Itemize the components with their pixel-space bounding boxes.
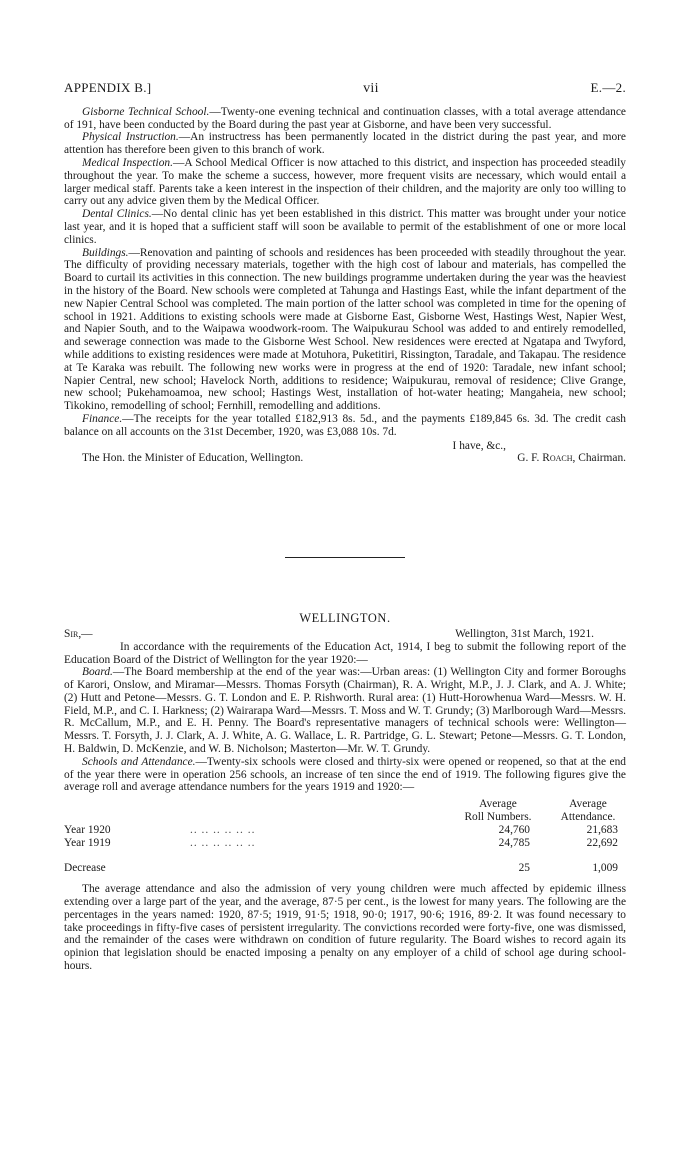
table-row [64, 824, 626, 837]
signature-block [64, 440, 626, 466]
attendance-table [64, 798, 626, 875]
total-attendance: 1,009 [592, 862, 618, 875]
heading-physical-instruction: Physical Instruction. [82, 131, 179, 144]
text-dental-clinics: —No dental clinic has yet been established in this district. This matter was brought under your notice last year, and it is hoped that a sufficient staff will soon be available to permit of the establishment of one or more local clinics. [64, 208, 626, 246]
heading-dental-clinics: Dental Clinics. [82, 208, 152, 221]
paragraph-closing: The average attendance and also the admission of very young children were much affected by epidemic illness extending over a large part of the year, and the average, 87·5 per cent., is the lowest for many years. The following are the percentages in the years named: 1920, 87·5; 1919, 91·5; 1918, 90·0; 1917, 90·6; 1916, 89·2. It was found necessary to take proceedings in fifty-five cases of persistent irregularity. The convictions recorded were forty-five, one was dismissed, and the remainder of the cases were withdrawn on condition of future regularity. The Board wishes to record again its opinion that legislation should be enacted imposing a penalty on any employer of a child of school age during school-hours. [64, 883, 626, 973]
table-total-row [64, 862, 626, 875]
column-header-attendance-line1: Average [569, 798, 607, 811]
heading-board: Board. [82, 666, 113, 679]
text-buildings: —Renovation and painting of schools and residences has been proceeded with steadily throughout the year. The difficulty of providing necessary materials, together with the high cost of labour and materials, has compelled the Board to curtail its activities in this connection. The new buildings programme undertaken during the year was the heaviest in the history of the Board. New schools were completed at Tahunga and Hastings East, while the infant department of the new Napier Central School was completed. The main portion of the latter school was completed in time for the opening of school in 1921. Additions to existing schools were made at Gisborne East, Gisborne West, Hastings West, Napier West, and Napier South, and to the Waipawa woodwork-room. The Waipukurau School was added to and entirely remodelled, and sewerage connection was made to the Gisborne West School. New residences were erected at Ngatapa and Twyford, while additions to existing residences were made at Motuhora, Puketitiri, Rissington, Taradale, and Takapau. The residence at Te Karaka was rebuilt. The following new works were in progress at the end of 1920: Taradale, new infant school; Napier Central, new school; Havelock North, additions to residence; Waipukurau, removal of residence; Clive Grange, new school; Pukehamoamoa, new school; Hastings West, installation of hot-water heating; Mangaheia, new school; Tikokino, remodelling of school; Fernhill, remodelling and additions. [64, 246, 626, 413]
column-header-roll-line1: Average [479, 798, 517, 811]
row-label: Year 1920 [64, 824, 111, 837]
paragraph-dental-clinics [64, 208, 626, 246]
signatory-surname: Roach [542, 452, 573, 465]
text-technical-school: —Twenty-one evening technical and continuation classes, with a total average attendance of 191, have been conducted by the Board during the past year at Gisborne, and have been very successful. [64, 105, 626, 131]
paragraph-schools-attendance [64, 756, 626, 794]
signatory-title: , Chairman. [572, 452, 626, 465]
text-finance: —The receipts for the year totalled £182,913 8s. 5d., and the payments £189,845 6s. 3d. The credit cash balance on all accounts on the 31st December, 1920, was £3,088 10s. 7d. [64, 412, 626, 438]
dot-leader: .. .. .. .. .. .. [190, 824, 256, 837]
column-header-attendance [544, 798, 626, 824]
text-physical-instruction: —An instructress has been permanently located in the district during the past year, and more attention has therefore been given to this branch of work. [64, 131, 626, 157]
signatory [517, 452, 626, 465]
section-title: WELLINGTON. [299, 611, 391, 626]
heading-technical-school: Gisborne Technical School. [82, 105, 210, 118]
text-schools-attendance: —Twenty-six schools were closed and thirty-six were opened or reopened, so that at the end of the year there were in operation 256 schools, an increase of ten since the end of 1919. The following figures give the average roll and average attendance numbers for the years 1919 and 1920:— [64, 755, 626, 794]
paragraph-board [64, 666, 626, 756]
column-header-attendance-line2: Attendance. [560, 811, 616, 824]
report-page [64, 82, 626, 973]
text-board: —The Board membership at the end of the year was:—Urban areas: (1) Wellington City and former Boroughs of Karori, Onslow, and Miramar—Messrs. Thomas Forsyth (Chairman), R. A. Wright, M.P., J. J. Clark, and A. J. White; (2) Hutt and Petone—Messrs. G. T. London and E. P. Rishworth. Rural area: (1) Hutt-Horowhenua Ward—Messrs. W. H. Field, M.P., and C. I. Harkness; (2) Wairarapa Ward—Messrs. T. Moss and W. T. Grundy; (3) Marlborough Ward—Messrs. R. McCallum, M.P., and E. H. Penny. The Board's representative managers of technical schools were: Wellington—Messrs. T. Forsyth, J. J. Clark, A. J. White, A. G. Wallace, L. R. Partridge, G. L. Stewart; Petone—Messrs. G. T. London, H. Baldwin, D. McKenzie, and W. B. Nicholson; Masterton—Mr. W. T. Grundy. [64, 666, 626, 756]
heading-finance: Finance. [82, 412, 123, 425]
paragraph-technical-school [64, 106, 626, 132]
salutation-row [64, 628, 626, 641]
text-medical-inspection: —A School Medical Officer is now attached to this district, and inspection has proceeded steadily throughout the year. To make the scheme a success, however, more frequent visits are necessary, which would entail a larger medical staff. Parents take a keen interest in the inspection of their children, and the majority are only too willing to carry out any advice given them by the Medical Officer. [64, 156, 626, 208]
column-header-roll [452, 798, 544, 824]
column-header-roll-line2: Roll Numbers. [464, 811, 532, 824]
dot-leader: .. .. .. .. .. .. [190, 837, 256, 850]
attendance-value: 22,692 [586, 837, 618, 850]
roll-value: 24,785 [498, 837, 530, 850]
table-row [64, 837, 626, 850]
row-label: Year 1919 [64, 837, 111, 850]
salutation: Sir,— [64, 627, 93, 640]
header-right: E.—2. [590, 80, 626, 95]
total-label: Decrease [64, 862, 106, 875]
paragraph-physical-instruction [64, 131, 626, 157]
page-number: vii [363, 81, 379, 96]
sign-off: I have, &c., [452, 439, 506, 452]
attendance-value: 21,683 [586, 824, 618, 837]
signatory-initials: G. F. [517, 452, 543, 465]
letter-date: Wellington, 31st March, 1921. [455, 627, 594, 640]
addressee: The Hon. the Minister of Education, Wellington. [82, 452, 304, 465]
heading-schools-attendance: Schools and Attendance. [82, 755, 196, 768]
header-left: APPENDIX B.] [64, 80, 152, 95]
paragraph-finance [64, 413, 626, 439]
page-header [64, 82, 626, 96]
heading-medical-inspection: Medical Inspection. [82, 156, 173, 169]
total-roll: 25 [518, 862, 530, 875]
paragraph-intro: In accordance with the requirements of the Education Act, 1914, I beg to submit the following report of the Education Board of the District of Wellington for the year 1920:— [64, 640, 626, 666]
roll-value: 24,760 [498, 824, 530, 837]
heading-buildings: Buildings. [82, 246, 129, 259]
paragraph-buildings [64, 247, 626, 413]
section-divider [285, 557, 405, 558]
paragraph-medical-inspection [64, 157, 626, 208]
